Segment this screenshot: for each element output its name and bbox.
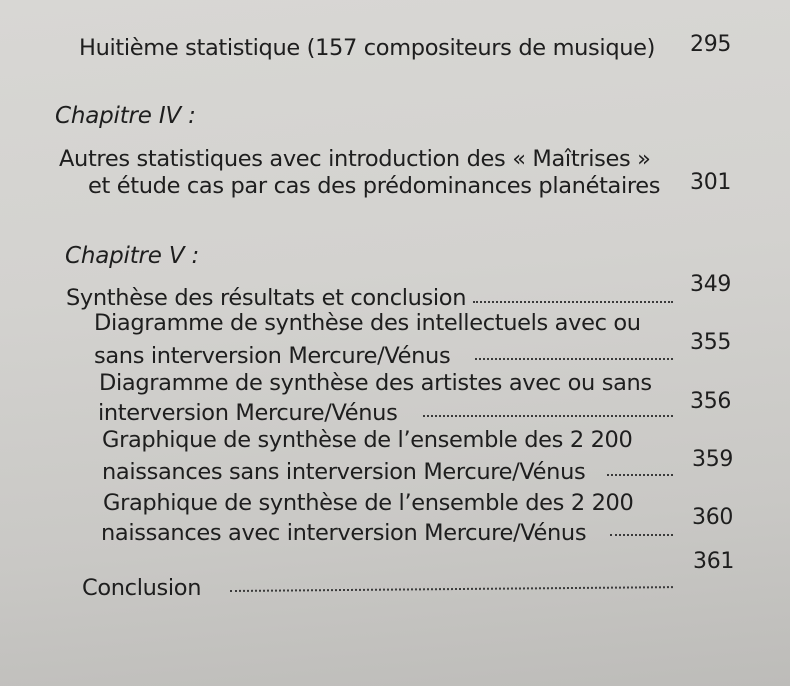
dot-leader [610,534,673,536]
toc-entry-diagramme-artistes-line1: Diagramme de synthèse des artistes avec ou sans [99,370,652,396]
toc-entry-graphique-sans-line1: Graphique de synthèse de l’ensemble des 2 200 [102,427,633,453]
dot-leader [423,415,673,417]
dot-leader [475,358,673,360]
page-number: 301 [690,170,732,195]
toc-entry-conclusion: Conclusion [82,575,202,601]
dot-leader [473,301,673,303]
toc-entry-graphique-avec-line1: Graphique de synthèse de l’ensemble des 2 200 [103,490,634,516]
toc-entry-diagramme-artistes-line2: interversion Mercure/Vénus [98,400,398,426]
page-number: 295 [690,32,732,57]
page-number: 361 [693,549,735,574]
chapter-heading-v: Chapitre V : [65,243,200,269]
page-number: 360 [692,505,734,530]
toc-entry-autres-statistiques-line1: Autres statistiques avec introduction des « Maîtrises » [59,146,651,172]
toc-entry-diagramme-intellectuels-line2: sans interversion Mercure/Vénus [94,343,451,369]
toc-entry-synthese: Synthèse des résultats et conclusion [66,285,467,311]
page-number: 349 [690,272,732,297]
toc-entry-graphique-avec-line2: naissances avec interversion Mercure/Vénus [101,520,587,546]
toc-entry-huitieme-statistique: Huitième statistique (157 compositeurs de musique) [79,35,656,61]
dot-leader [607,474,673,476]
page-number: 356 [690,389,732,414]
page-number: 355 [690,330,732,355]
toc-entry-diagramme-intellectuels-line1: Diagramme de synthèse des intellectuels avec ou [94,310,641,336]
toc-entry-graphique-sans-line2: naissances sans interversion Mercure/Vénus [102,459,586,485]
chapter-heading-iv: Chapitre IV : [55,103,196,129]
dot-leader [230,586,673,592]
page-number: 359 [692,447,734,472]
toc-entry-autres-statistiques-line2: et étude cas par cas des prédominances planétaires [88,173,661,199]
